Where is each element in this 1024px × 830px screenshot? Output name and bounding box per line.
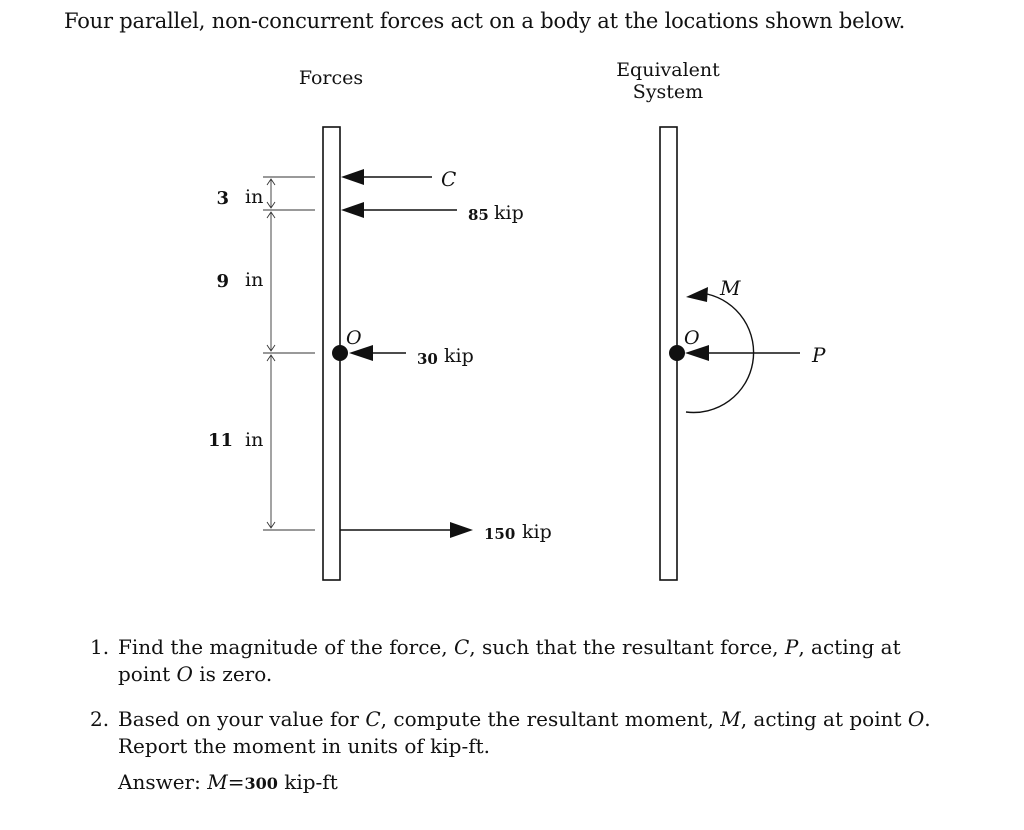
point-o-right bbox=[669, 345, 685, 361]
force-30-value: 30 bbox=[417, 350, 438, 368]
q1-var-p: P bbox=[784, 635, 799, 659]
answer-equals: = bbox=[227, 770, 245, 794]
point-o-right-label: O bbox=[684, 327, 700, 349]
q1-var-o: O bbox=[176, 662, 193, 686]
dim-11-value: 11 bbox=[207, 430, 233, 451]
dimension-3in bbox=[267, 179, 275, 208]
question-2 bbox=[90, 706, 950, 760]
answer-line bbox=[90, 769, 950, 797]
q1-text-1: Find the magnitude of the force, bbox=[118, 635, 454, 659]
force-85-value: 85 bbox=[468, 206, 489, 224]
answer-var-m: M bbox=[207, 770, 228, 794]
q1-var-c: C bbox=[453, 635, 470, 659]
q2-line-2: Report the moment in units of kip-ft. bbox=[118, 734, 491, 758]
dim-3-value: 3 bbox=[216, 188, 229, 209]
force-85-unit: kip bbox=[494, 202, 524, 224]
q2-var-o: O bbox=[907, 707, 925, 731]
answer-label: Answer: bbox=[118, 770, 208, 794]
dim-9-value: 9 bbox=[216, 271, 229, 292]
question-1 bbox=[90, 634, 950, 688]
q2-text-2: , compute the resultant moment, bbox=[380, 707, 721, 731]
answer-unit: kip-ft bbox=[277, 770, 338, 794]
resultant-p-arrow bbox=[685, 345, 800, 361]
resultant-p-label: P bbox=[812, 343, 826, 367]
q1-text-4: is zero. bbox=[192, 662, 273, 686]
questions bbox=[90, 634, 950, 797]
force-c-label: C bbox=[441, 167, 457, 191]
moment-m-label: M bbox=[720, 276, 741, 300]
dim-3-unit: in bbox=[245, 186, 264, 208]
answer-value: 300 bbox=[244, 774, 278, 793]
force-150-value: 150 bbox=[484, 525, 516, 543]
q2-text-1: Based on your value for bbox=[118, 707, 366, 731]
question-2-number: 2. bbox=[90, 707, 110, 731]
system-title: System bbox=[632, 81, 704, 103]
q1-text-2: , such that the resultant force, bbox=[469, 635, 785, 659]
dim-9-unit: in bbox=[245, 269, 264, 291]
question-1-number: 1. bbox=[90, 635, 110, 659]
q1-text-3: , acting at point bbox=[118, 635, 901, 686]
force-c-arrow bbox=[341, 169, 432, 185]
force-150-unit: kip bbox=[522, 521, 552, 543]
force-30-unit: kip bbox=[444, 345, 474, 367]
force-85-arrow bbox=[341, 202, 457, 218]
point-o-left-label: O bbox=[346, 327, 362, 349]
q2-var-m: M bbox=[720, 707, 741, 731]
dimension-9in bbox=[267, 212, 275, 351]
dimension-11in bbox=[267, 355, 275, 528]
equivalent-title: Equivalent bbox=[616, 59, 720, 81]
q2-var-c: C bbox=[365, 707, 381, 731]
dim-11-unit: in bbox=[245, 429, 264, 451]
q2-text-3: , acting at point bbox=[740, 707, 908, 731]
forces-title: Forces bbox=[298, 67, 364, 89]
force-150-arrow bbox=[340, 522, 473, 538]
problem-statement: Four parallel, non-concurrent forces act on a body at the locations shown below. bbox=[64, 9, 906, 33]
q2-text-4: . bbox=[924, 707, 931, 731]
